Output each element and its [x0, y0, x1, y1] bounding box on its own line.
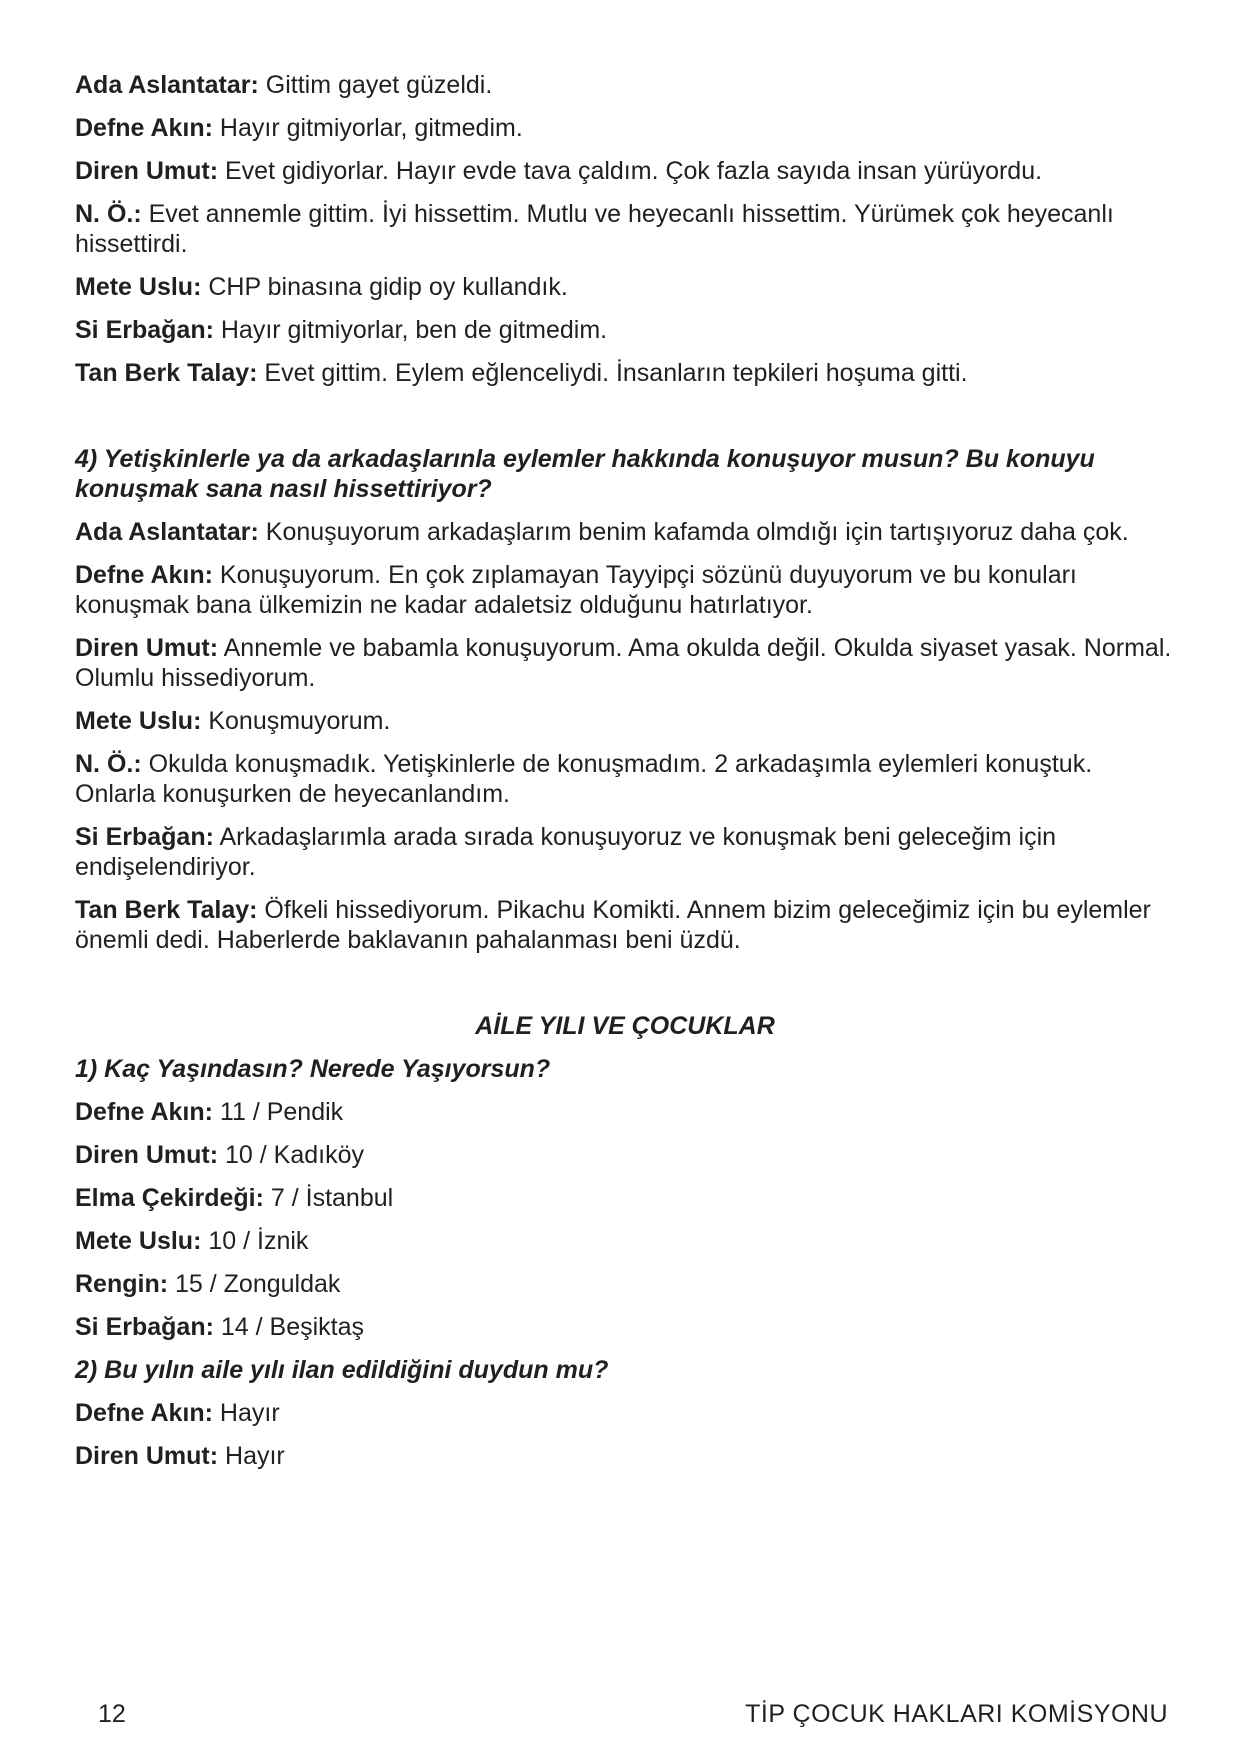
answer-line: Elma Çekirdeği: 7 / İstanbul: [75, 1184, 394, 1212]
answer-line: Mete Uslu: CHP binasına gidip oy kullandık.: [75, 273, 568, 301]
answer-line: Diren Umut: Hayır: [75, 1442, 285, 1470]
question-heading: 4) Yetişkinlerle ya da arkadaşlarınla eylemler hakkında konuşuyor musun? Bu konuyu konuşmak sana nasıl hissettiriyor?: [75, 445, 1095, 503]
answer-line: Ada Aslantatar: Konuşuyorum arkadaşlarım benim kafamda olmdığı için tartışıyoruz daha çok.: [75, 518, 1129, 546]
answer-line: Diren Umut: Annemle ve babamla konuşuyorum. Ama okulda değil. Okulda siyaset yasak. Normal. Olumlu hissediyorum.: [75, 634, 1172, 692]
answer-line: Rengin: 15 / Zonguldak: [75, 1270, 341, 1298]
answer-line: Defne Akın: Konuşuyorum. En çok zıplamayan Tayyipçi sözünü duyuyorum ve bu konuları konuşmak bana ülkemizin ne kadar adaletsiz olduğunu hatırlatıyor.: [75, 561, 1077, 619]
answer-line: Si Erbağan: 14 / Beşiktaş: [75, 1313, 364, 1341]
page-number: 12: [98, 1700, 126, 1728]
answer-line: Mete Uslu: 10 / İznik: [75, 1227, 309, 1255]
document-page: [75, 70, 1175, 1471]
answer-line: Tan Berk Talay: Öfkeli hissediyorum. Pikachu Komikti. Annem bizim geleceğimiz için bu eylemler önemli dedi. Haberlerde baklavanın pahalanması beni üzdü.: [75, 896, 1151, 954]
answer-line: Defne Akın: Hayır: [75, 1399, 280, 1427]
question-heading: 1) Kaç Yaşındasın? Nerede Yaşıyorsun?: [75, 1055, 551, 1083]
answer-line: Si Erbağan: Hayır gitmiyorlar, ben de gitmedim.: [75, 316, 608, 344]
footer-organization: TİP ÇOCUK HAKLARI KOMİSYONU: [745, 1700, 1168, 1728]
question-heading: 2) Bu yılın aile yılı ilan edildiğini duydun mu?: [75, 1356, 609, 1384]
answer-line: Defne Akın: 11 / Pendik: [75, 1098, 344, 1126]
answer-line: Diren Umut: Evet gidiyorlar. Hayır evde tava çaldım. Çok fazla sayıda insan yürüyordu.: [75, 157, 1043, 185]
answer-line: N. Ö.: Evet annemle gittim. İyi hissettim. Mutlu ve heyecanlı hissettim. Yürümek çok heyecanlı hissettirdi.: [75, 200, 1114, 258]
answer-line: N. Ö.: Okulda konuşmadık. Yetişkinlerle de konuşmadım. 2 arkadaşımla eylemleri konuştuk. Onlarla konuşurken de heyecanlandım.: [75, 750, 1093, 808]
section-title: AİLE YILI VE ÇOCUKLAR: [475, 1012, 775, 1040]
answer-line: Tan Berk Talay: Evet gittim. Eylem eğlenceliydi. İnsanların tepkileri hoşuma gitti.: [75, 359, 968, 387]
answer-line: Defne Akın: Hayır gitmiyorlar, gitmedim.: [75, 114, 523, 142]
answer-line: Mete Uslu: Konuşmuyorum.: [75, 707, 391, 735]
answer-line: Diren Umut: 10 / Kadıköy: [75, 1141, 364, 1169]
answer-line: Ada Aslantatar: Gittim gayet güzeldi.: [75, 71, 493, 99]
answer-line: Si Erbağan: Arkadaşlarımla arada sırada konuşuyoruz ve konuşmak beni geleceğim için endişelendiriyor.: [75, 823, 1057, 881]
